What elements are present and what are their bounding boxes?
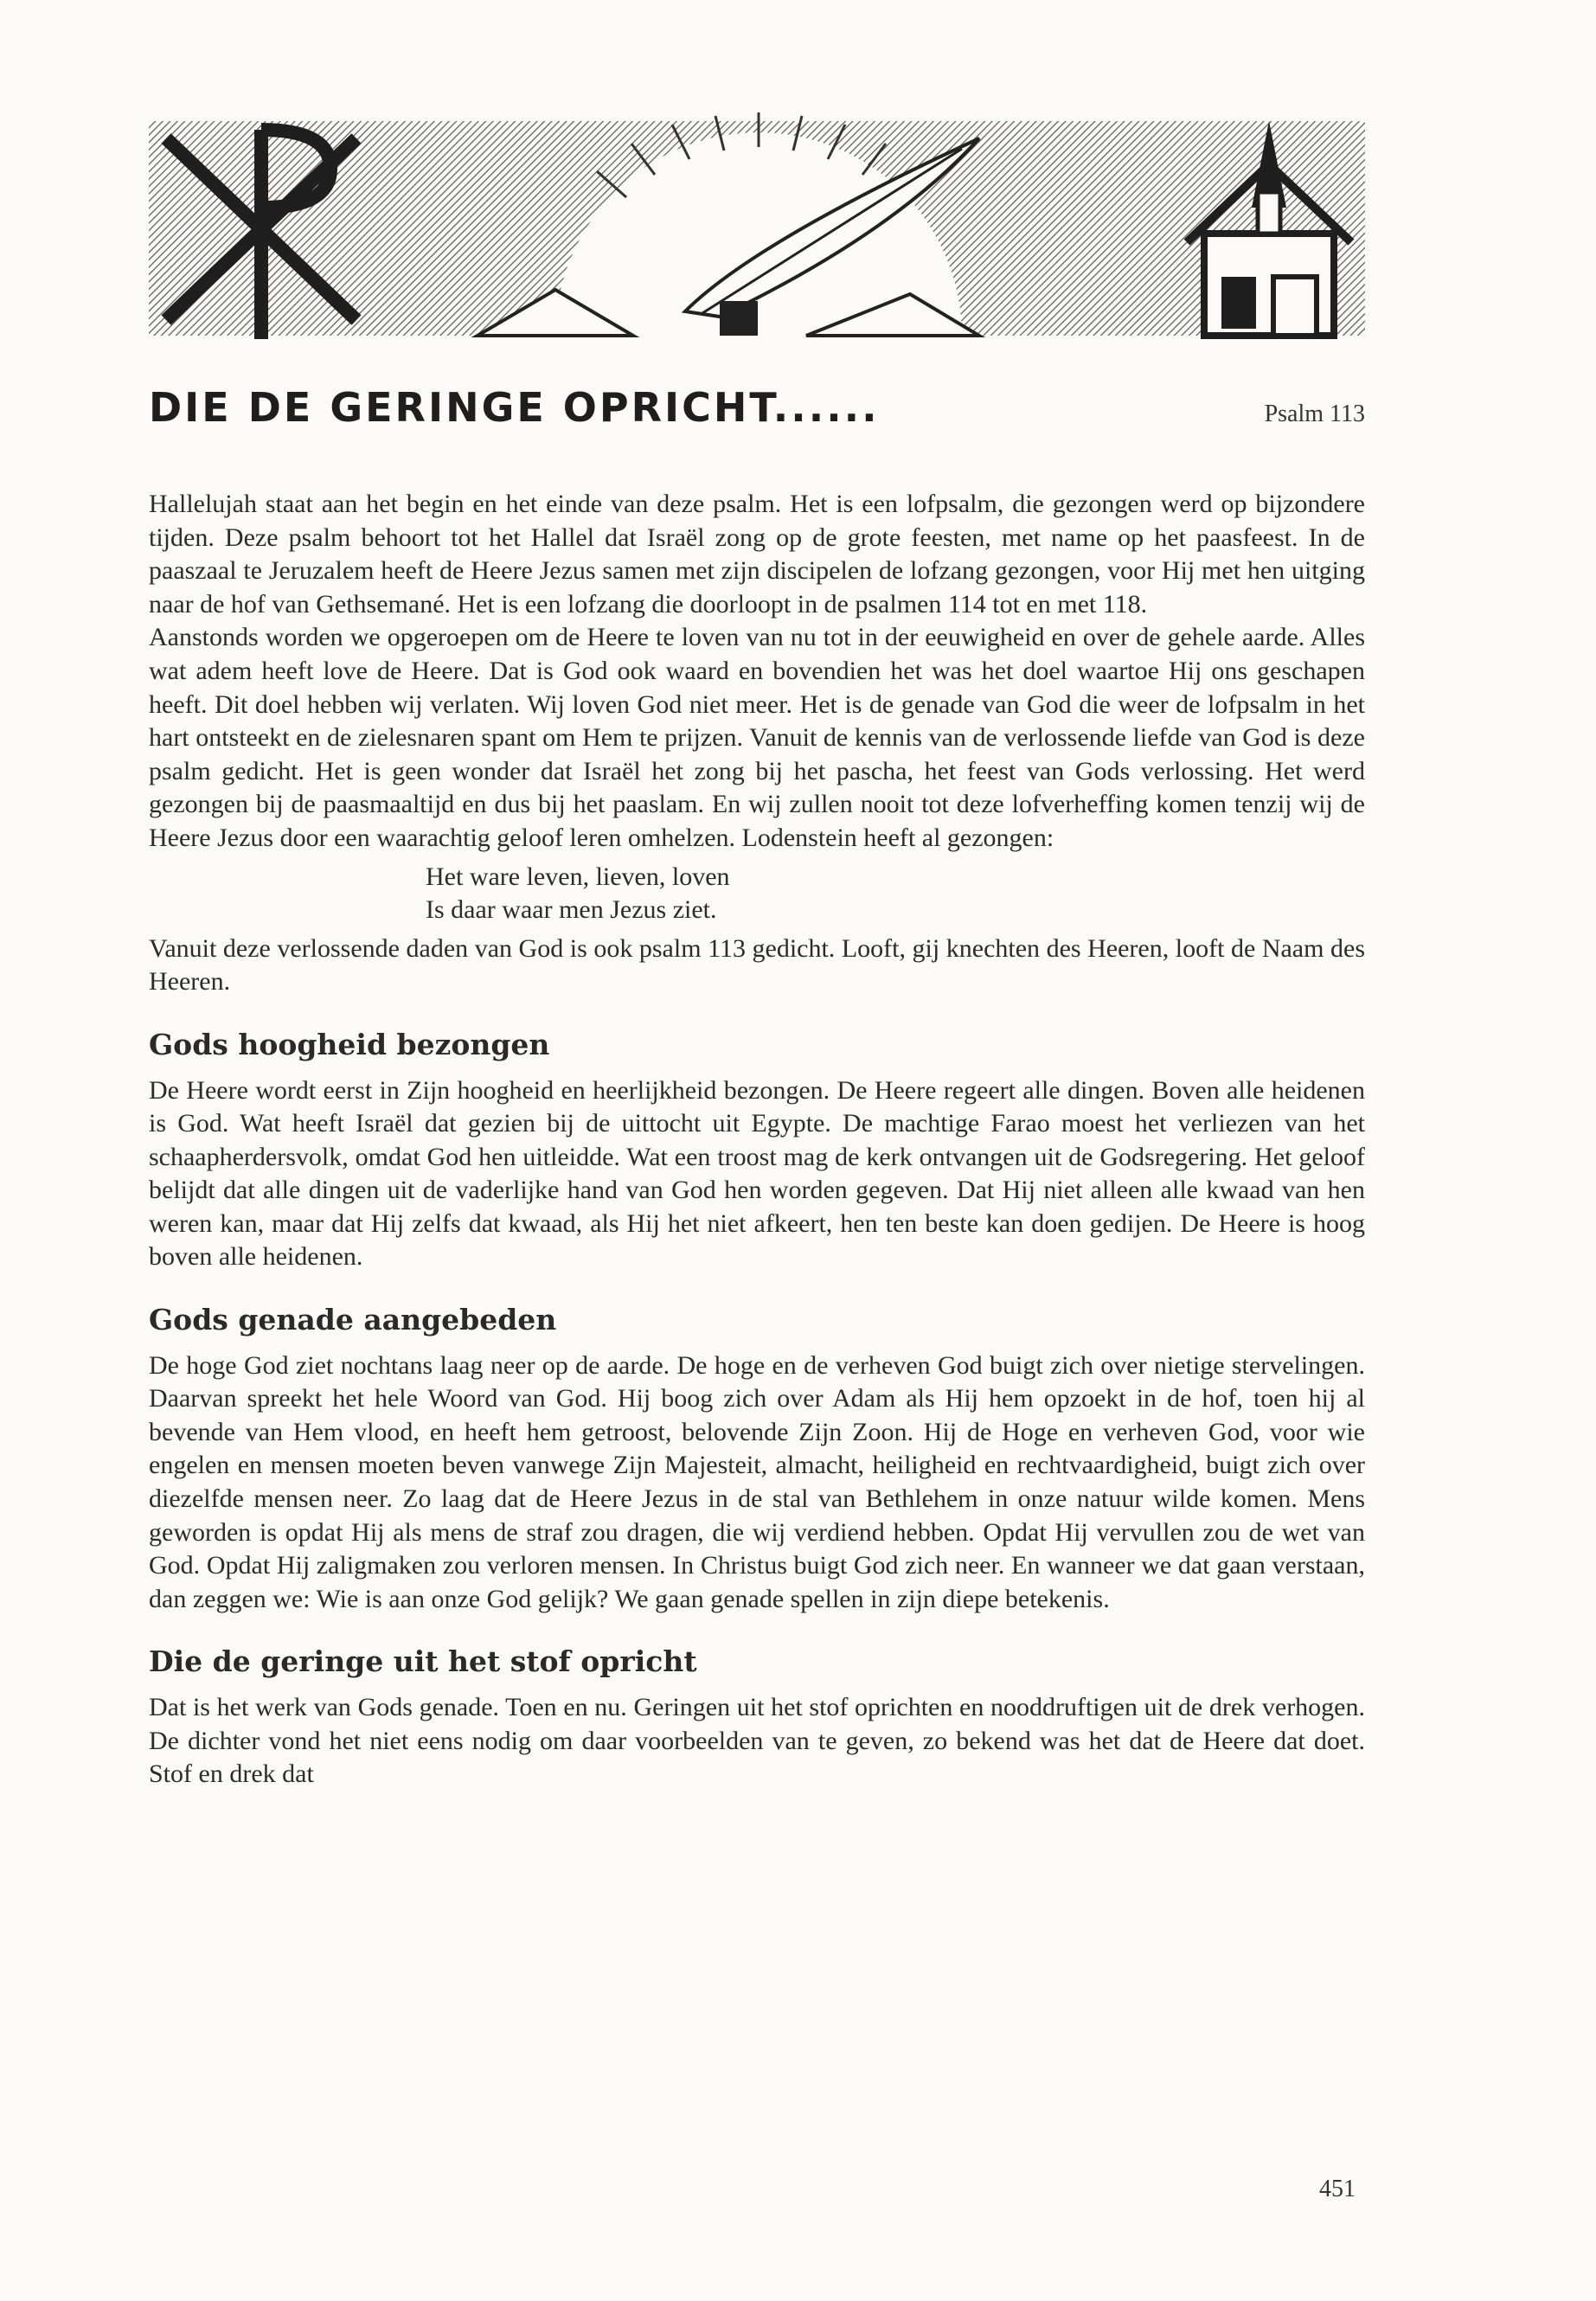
title-row [149, 384, 1365, 446]
paragraph: Vanuit deze verlossende daden van God is ook psalm 113 gedicht. Looft, gij knechten des Heeren, looft de Naam des Heeren. [149, 933, 1365, 997]
page-title: DIE DE GERINGE OPRICHT...... [149, 384, 880, 431]
page-number: 451 [1319, 2176, 1356, 2202]
section-heading: Gods genade aangebeden [149, 1303, 557, 1337]
section-heading: Die de geringe uit het stof opricht [149, 1644, 697, 1679]
section-heading: Gods hoogheid bezongen [149, 1027, 550, 1061]
paragraph: Aanstonds worden we opgeroepen om de Heere te loven van nu tot in der eeuwigheid en over de gehele aarde. Alles wat adem heeft love de Heere. Dat is God ook waard en bovendien het was het doel waartoe Hij ons geschapen heeft. Dit doel hebben wij verlaten. Wij loven God niet meer. Het is de genade van God die weer de lofpsalm in het hart ontsteekt en de zielesnaren spant om Hem te prijzen. Vanuit de kennis van de verlossende liefde van God is deze psalm gedicht. Het is geen wonder dat Israël het zong bij het pascha, het feest van Gods verlossing. Het werd gezongen bij de paasmaaltijd en dus bij het paaslam. En wij zullen nooit tot deze lofverheffing komen tenzij wij de Heere Jezus door een waarachtig geloof leren omhelzen. Lodenstein heeft al gezongen: [149, 623, 1365, 852]
paragraph: De hoge God ziet nochtans laag neer op de aarde. De hoge en de verheven God buigt zich over nietige stervelingen. Daarvan spreekt het hele Woord van God. Hij boog zich over Adam als Hij hem opzoekt in de hof, toen hij al bevende van Hem vlood, en heeft hem getroost, belovende Zijn Zoon. Hij de Hoge en verheven God, voor wie engelen en mensen moeten beven vanwege Zijn Majesteit, almacht, heiligheid en rechtvaardigheid, buigt zich over diezelfde mensen neer. Zo laag dat de Heere Jezus in de stal van Bethlehem in onze natuur wilde komen. Mens geworden is opdat Hij als mens de straf zou dragen, die wij verdiend hebben. Opdat Hij vervullen zou de wet van God. Opdat Hij zaligmaken zou verloren mensen. In Christus buigt God zich neer. En wanneer we dat gaan verstaan, dan zeggen we: Wie is aan onze God gelijk? We gaan genade spellen in zijn diepe betekenis. [149, 1350, 1365, 1613]
quoted-poem [426, 861, 1365, 927]
paragraph: De Heere wordt eerst in Zijn hoogheid en heerlijkheid bezongen. De Heere regeert alle dingen. Boven alle heidenen is God. Wat heeft Israël dat gezien bij de uittocht uit Egypte. De machtige Farao moest het verliezen van het schaapherdersvolk, omdat God hen uitleidde. Wat een troost mag de kerk ontvangen uit de Godsregering. Het geloof belijdt dat alle dingen uit de vaderlijke hand van God hen worden gegeven. Dat Hij niet alleen alle kwaad van hen weren kan, maar dat Hij zelfs dat kwaad, als Hij het niet afkeert, hen ten beste kan doen gedijen. De Heere is hoog boven alle heidenen. [149, 1075, 1365, 1272]
psalm-reference: Psalm 113 [1264, 401, 1365, 427]
paragraph: Hallelujah staat aan het begin en het einde van deze psalm. Het is een lofpsalm, die gezongen werd op bijzondere tijden. Deze psalm behoort tot het Hallel dat Israël zong op de grote feesten, met name op het paasfeest. In de paaszaal te Jeruzalem heeft de Heere Jezus samen met zijn discipelen de lofzang gezongen, voor Hij met hen uitging naar de hof van Gethsemané. Het is een lofzang die doorloopt in de psalmen 114 tot en met 118. [149, 490, 1365, 619]
poem-line: Is daar waar men Jezus ziet. [426, 895, 717, 925]
header-banner [149, 112, 1365, 348]
paragraph: Dat is het werk van Gods genade. Toen en nu. Geringen uit het stof oprichten en nooddruftigen uit de drek verhogen. De dichter vond het niet eens nodig om daar voorbeelden van te geven, zo bekend was het dat de Heere dat doet. Stof en drek dat [149, 1693, 1365, 1789]
page [149, 112, 1365, 1791]
poem-line: Het ware leven, lieven, loven [426, 862, 730, 891]
article-body [149, 488, 1365, 1791]
